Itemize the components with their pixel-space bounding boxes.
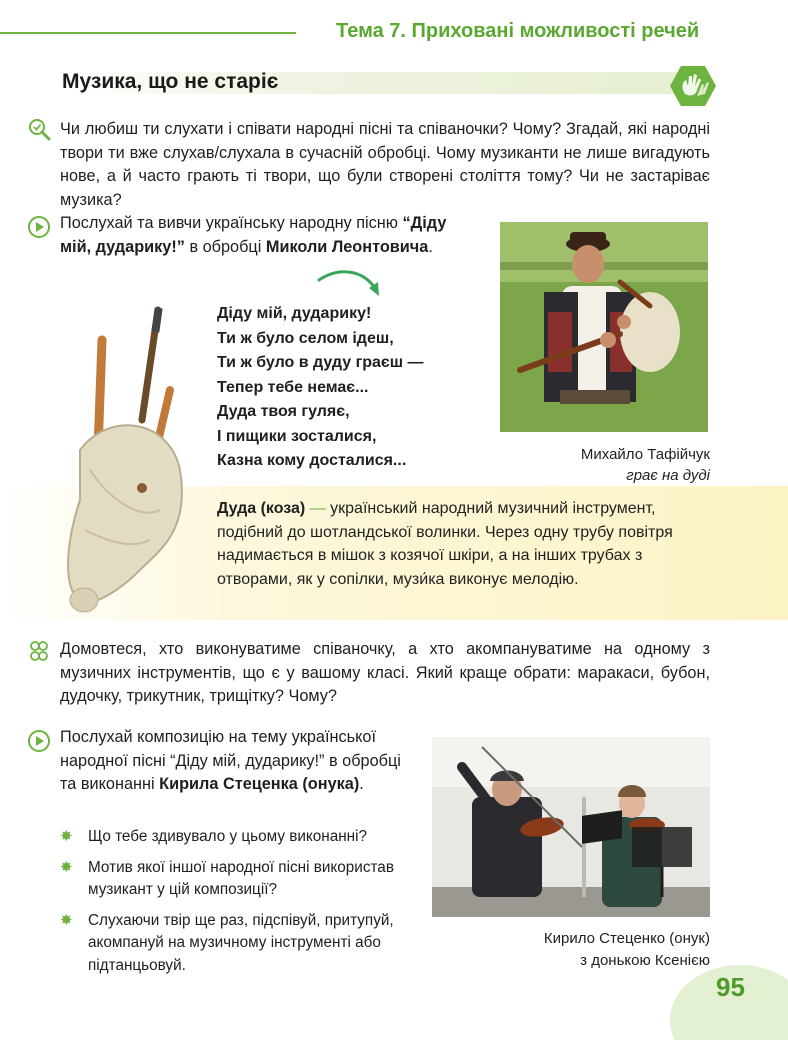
hands-hexagon-icon — [669, 64, 717, 108]
star-bullet-icon: ✸ — [60, 911, 73, 929]
curved-arrow-icon — [317, 266, 381, 298]
list-item — [60, 857, 432, 902]
list-item-text: Що тебе здивувало у цьому виконанні? — [88, 828, 368, 845]
play-listen-icon — [26, 728, 52, 754]
song-line: Ти ж було селом ідеш, — [217, 329, 394, 347]
photo-violinists — [432, 737, 710, 917]
play-listen-icon — [26, 214, 52, 240]
question-list — [60, 826, 432, 985]
page-number: 95 — [716, 972, 745, 1002]
photo2-caption-line2: з донькою Ксенією — [580, 952, 710, 969]
listen2-suffix: . — [359, 775, 364, 794]
definition-term: Дуда (коза) — [217, 500, 306, 517]
question-paragraph: Чи любиш ти слухати і співати народні пісні та співаночки? Чому? Згадай, які народні твори ти вже слухав/слухала в сучасній обробці. Чому музиканти не лише вигадують нове, а й часто грають ті твори, що були створені століття тому? Чи не застаріває музика? — [60, 120, 710, 209]
duda-bagpipe-image — [50, 300, 200, 618]
star-bullet-icon: ✸ — [60, 828, 73, 845]
song-line: І пищики зосталися, — [217, 427, 377, 445]
listen1-prefix: Послухай та вивчи українську народну пісню — [60, 214, 403, 232]
song-line: Дуда твоя гуляє, — [217, 403, 350, 420]
group-task-paragraph: Домовтеся, хто виконуватиме співаночку, а хто акомпануватиме на одному з музичних інструментів, що є у вашому класі. Який краще обрати: маракаси, бубон, дудочку, трикутник, трищітку? Чому? — [60, 640, 710, 706]
header-divider — [0, 32, 296, 34]
song-lyrics — [217, 302, 424, 474]
list-item-text: Мотив якої іншої народної пісні використав музикант у цій композиції? — [88, 858, 394, 898]
listen1-middle: в обробці — [184, 237, 266, 256]
magnifier-question-icon — [26, 116, 52, 142]
listen2-prefix: Послухай композицію на тему української народної пісні “Діду мій, дударику!” в обробці та виконанні — [60, 728, 401, 794]
list-item — [60, 910, 432, 978]
song-title: “Діду мій, дударику!” — [60, 214, 447, 256]
definition-dash: — — [305, 500, 331, 517]
duda-definition — [217, 497, 687, 591]
listen1-suffix: . — [428, 237, 433, 256]
list-item-text: Слухаючи твір ще раз, підспівуй, притупуй, акомпануй на музичному інструменті або підтанцьовуй. — [88, 911, 394, 974]
theme-title: Тема 7. Приховані можливості речей — [336, 20, 700, 42]
song-line: Діду мій, дударику! — [217, 305, 372, 322]
song-line: Тепер тебе немає... — [217, 378, 369, 396]
photo1-caption-name: Михайло Тафійчук — [580, 446, 710, 463]
arranger-name: Миколи Леонтовича — [265, 237, 429, 256]
song-line: Казна кому досталися... — [217, 452, 407, 469]
photo-musician-duda — [500, 222, 708, 432]
star-bullet-icon: ✸ — [60, 858, 73, 876]
photo1-caption — [520, 444, 710, 486]
list-item — [60, 826, 432, 849]
photo1-caption-action: грає на дуді — [626, 467, 710, 484]
group-work-icon — [26, 638, 52, 664]
performer-name: Кирила Стеценка (онука) — [159, 775, 360, 794]
section-title: Музика, що не старіє — [62, 70, 279, 93]
definition-text: український народний музичний інструмент, подібний до шотландської волинки. Через одну трубу повітря надимається в мішок з козячої шкіри, а на інших трубах з отворами, як у сопілки, музи́ка виконує мелодію. — [217, 500, 673, 588]
listen-instruction-1 — [60, 212, 450, 259]
photo2-caption-line1: Кирило Стеценко (онук) — [543, 930, 710, 947]
song-line: Ти ж було в дуду граєш — — [217, 354, 424, 371]
listen-instruction-2 — [60, 726, 410, 797]
